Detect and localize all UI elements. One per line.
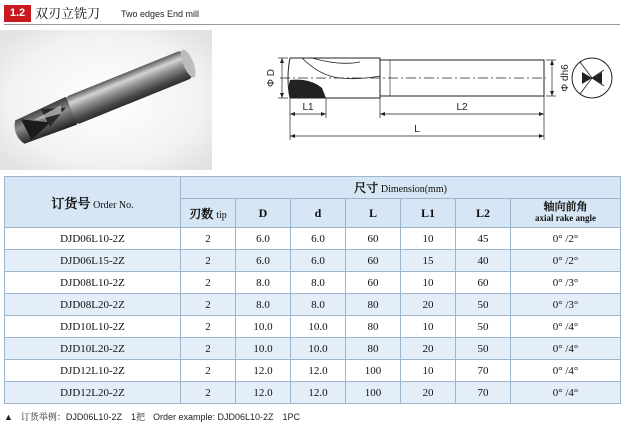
- cell-l1: 10: [401, 272, 456, 294]
- label-L1: L1: [302, 102, 314, 113]
- cell-rake: 0° /4°: [511, 316, 621, 338]
- cell-d: 6.0: [291, 250, 346, 272]
- cell-rake: 0° /2°: [511, 228, 621, 250]
- cell-d: 8.0: [291, 294, 346, 316]
- cell-rake: 0° /4°: [511, 382, 621, 404]
- cell-order: DJD10L20-2Z: [5, 338, 181, 360]
- col-d: d: [291, 199, 346, 228]
- cell-order: DJD12L10-2Z: [5, 360, 181, 382]
- cell-tip: 2: [181, 382, 236, 404]
- cell-l1: 15: [401, 250, 456, 272]
- cell-order: DJD12L20-2Z: [5, 382, 181, 404]
- cell-l2: 70: [456, 360, 511, 382]
- title-english: Two edges End mill: [121, 9, 200, 19]
- order-no-header-cn: 订货号: [51, 195, 91, 211]
- cell-tip: 2: [181, 360, 236, 382]
- cell-d: 10.0: [236, 338, 291, 360]
- cell-l1: 10: [401, 360, 456, 382]
- cell-l: 80: [346, 338, 401, 360]
- dimension-header-en: Dimension(mm): [380, 184, 447, 195]
- cell-tip: 2: [181, 228, 236, 250]
- cell-rake: 0° /4°: [511, 338, 621, 360]
- label-L2: L2: [456, 102, 468, 113]
- cell-tip: 2: [181, 272, 236, 294]
- cell-l2: 60: [456, 272, 511, 294]
- cell-d: 8.0: [236, 294, 291, 316]
- cell-d: 10.0: [236, 316, 291, 338]
- cell-rake: 0° /2°: [511, 250, 621, 272]
- label-L: L: [414, 124, 420, 135]
- table-row: [5, 316, 621, 338]
- cell-l1: 10: [401, 316, 456, 338]
- cell-order: DJD08L20-2Z: [5, 294, 181, 316]
- cell-rake: 0° /4°: [511, 360, 621, 382]
- cell-l: 60: [346, 228, 401, 250]
- cell-d: 6.0: [291, 228, 346, 250]
- cell-tip: 2: [181, 316, 236, 338]
- cell-rake: 0° /3°: [511, 294, 621, 316]
- order-no-header-en: Order No.: [93, 199, 134, 211]
- col-D: D: [236, 199, 291, 228]
- table-row: [5, 382, 621, 404]
- cell-l1: 20: [401, 382, 456, 404]
- cell-l2: 40: [456, 250, 511, 272]
- cell-d: 6.0: [236, 250, 291, 272]
- cell-d: 12.0: [291, 382, 346, 404]
- cell-l1: 20: [401, 338, 456, 360]
- cell-l2: 50: [456, 338, 511, 360]
- table-row: [5, 228, 621, 250]
- cell-l: 60: [346, 250, 401, 272]
- triangle-icon: ▲: [4, 412, 13, 422]
- cell-d: 12.0: [236, 382, 291, 404]
- col-rake-cn: 轴向前角: [543, 201, 588, 213]
- cell-order: DJD10L10-2Z: [5, 316, 181, 338]
- cell-l: 100: [346, 360, 401, 382]
- cell-d: 8.0: [236, 272, 291, 294]
- cell-l2: 45: [456, 228, 511, 250]
- cell-order: DJD08L10-2Z: [5, 272, 181, 294]
- cell-l: 80: [346, 316, 401, 338]
- cell-d: 12.0: [236, 360, 291, 382]
- cell-l2: 50: [456, 316, 511, 338]
- order-no-header: [5, 177, 181, 228]
- dimension-header: [181, 177, 621, 199]
- cell-l: 80: [346, 294, 401, 316]
- table-row: [5, 294, 621, 316]
- col-rake: [511, 199, 621, 228]
- cell-d: 10.0: [291, 316, 346, 338]
- cell-order: DJD06L15-2Z: [5, 250, 181, 272]
- cell-d: 8.0: [291, 272, 346, 294]
- col-tip: [181, 199, 236, 228]
- order-example-en: Order example: DJD06L10-2Z 1PC: [152, 412, 301, 422]
- cell-l2: 70: [456, 382, 511, 404]
- table-row: [5, 338, 621, 360]
- section-header: [0, 0, 624, 28]
- cell-d: 12.0: [291, 360, 346, 382]
- col-L: L: [346, 199, 401, 228]
- col-L2: L2: [456, 199, 511, 228]
- label-phi-D: Φ D: [266, 69, 277, 87]
- cell-order: DJD06L10-2Z: [5, 228, 181, 250]
- cell-tip: 2: [181, 294, 236, 316]
- label-phi-dh6: Φ dh6: [560, 64, 571, 92]
- cell-l1: 20: [401, 294, 456, 316]
- cell-tip: 2: [181, 338, 236, 360]
- cell-l2: 50: [456, 294, 511, 316]
- cell-d: 6.0: [236, 228, 291, 250]
- cell-l: 60: [346, 272, 401, 294]
- table-row: [5, 360, 621, 382]
- cell-l1: 10: [401, 228, 456, 250]
- technical-drawing: [240, 36, 624, 152]
- dimension-header-cn: 尺寸: [354, 181, 379, 195]
- title-chinese: 双刃立铣刀: [35, 6, 101, 21]
- section-number-badge: 1.2: [4, 5, 31, 22]
- cell-tip: 2: [181, 250, 236, 272]
- col-tip-cn: 刃数: [189, 206, 214, 221]
- cell-rake: 0° /3°: [511, 272, 621, 294]
- table-row: [5, 250, 621, 272]
- col-L1: L1: [401, 199, 456, 228]
- table-row: [5, 272, 621, 294]
- spec-table-wrapper: [4, 176, 620, 404]
- order-example-cn: 订货举例：DJD06L10-2Z 1把: [20, 412, 145, 422]
- header-divider: [4, 24, 620, 25]
- cell-l: 100: [346, 382, 401, 404]
- order-example-footer: [4, 411, 308, 423]
- cell-d: 10.0: [291, 338, 346, 360]
- end-mill-photo: [0, 30, 212, 170]
- col-tip-en: tip: [216, 209, 227, 221]
- col-rake-en: axial rake angle: [535, 213, 597, 223]
- spec-table: [4, 176, 621, 404]
